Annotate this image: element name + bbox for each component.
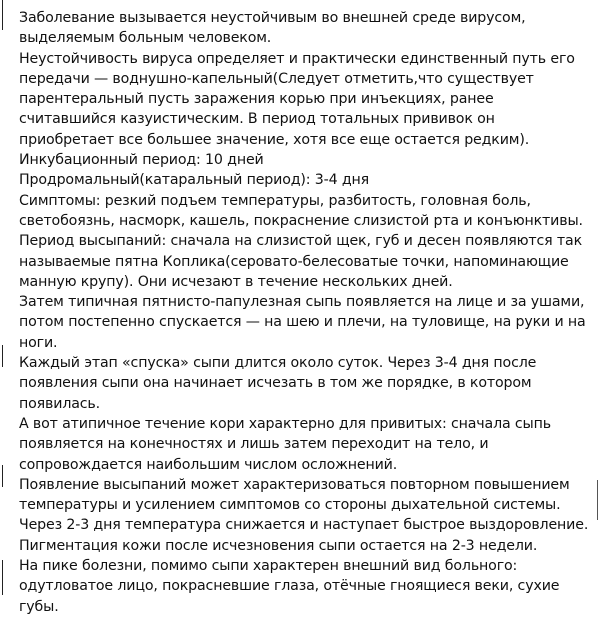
paragraph-rash-period: Период высыпаний: сначала на слизистой щек, губ и десен появляются так называемые пятна Коплика(серовато-белесоватые точки, напоминающие манную крупу). Они исчезают в течение нескольких дней. [19, 233, 582, 290]
paragraph-rash-onset-fever: Появление высыпаний может характеризоваться повторном повышением температуры и усилением симптомов со стороны дыхательной системы. Через 2-3 дня температура снижается и наступает быстрое выздоровление. [19, 476, 589, 534]
right-margin-line [597, 480, 598, 520]
left-margin-line [2, 345, 3, 367]
paragraph-rash-stages: Каждый этап «спуска» сыпи длится около суток. Через 3-4 дня после появления сыпи она начинает исчезать в том же порядке, в котором появилась. [19, 355, 537, 412]
left-margin-line [2, 0, 3, 30]
paragraph-typical-rash: Затем типичная пятнисто-папулезная сыпь появляется на лице и за ушами, потом постепенно спускается — на шею и плечи, на туловище, на руки и на ноги. [19, 294, 586, 351]
paragraph-symptoms: Симптомы: резкий подъем температуры, разбитость, головная боль, светобоязнь, насморк, кашель, покраснение слизистой рта и конъюнктивы. [19, 192, 583, 229]
paragraph-transmission-route: Неустойчивость вируса определяет и практически единственный путь его передачи — воднушно-капельный(Следует отметить,что существует парентеральный пусть заражения корью при инъекциях, ранее считавшийся казуистическим. В период тотальных прививок он приобретает все большее значение, хотя все еще остается редким). [19, 50, 575, 148]
paragraph-atypical-course: А вот атипичное течение кори характерно для привитых: сначала сыпь появляется на конечностях и лишь затем переходит на тело, и сопровождается наибольшим числом осложнений. [19, 415, 551, 473]
paragraph-pigmentation: Пигментация кожи после исчезновения сыпи остается на 2-3 недели. [19, 537, 538, 554]
left-margin-line [2, 465, 3, 487]
left-margin-line [2, 560, 3, 595]
paragraph-prodromal-period: Продромальный(катаральный период): 3-4 дня [19, 172, 370, 189]
document-body [19, 8, 594, 617]
paragraph-peak-appearance: На пике болезни, помимо сыпи характерен внешний вид больного: одутловатое лицо, покрасневшие глаза, отёчные гноящиеся веки, сухие губы. [19, 558, 560, 615]
paragraph-transmission-source: Заболевание вызывается неустойчивым во внешней среде вирусом, выделяемым больным человеком. [19, 10, 526, 47]
paragraph-incubation-period: Инкубационный период: 10 дней [19, 152, 264, 169]
